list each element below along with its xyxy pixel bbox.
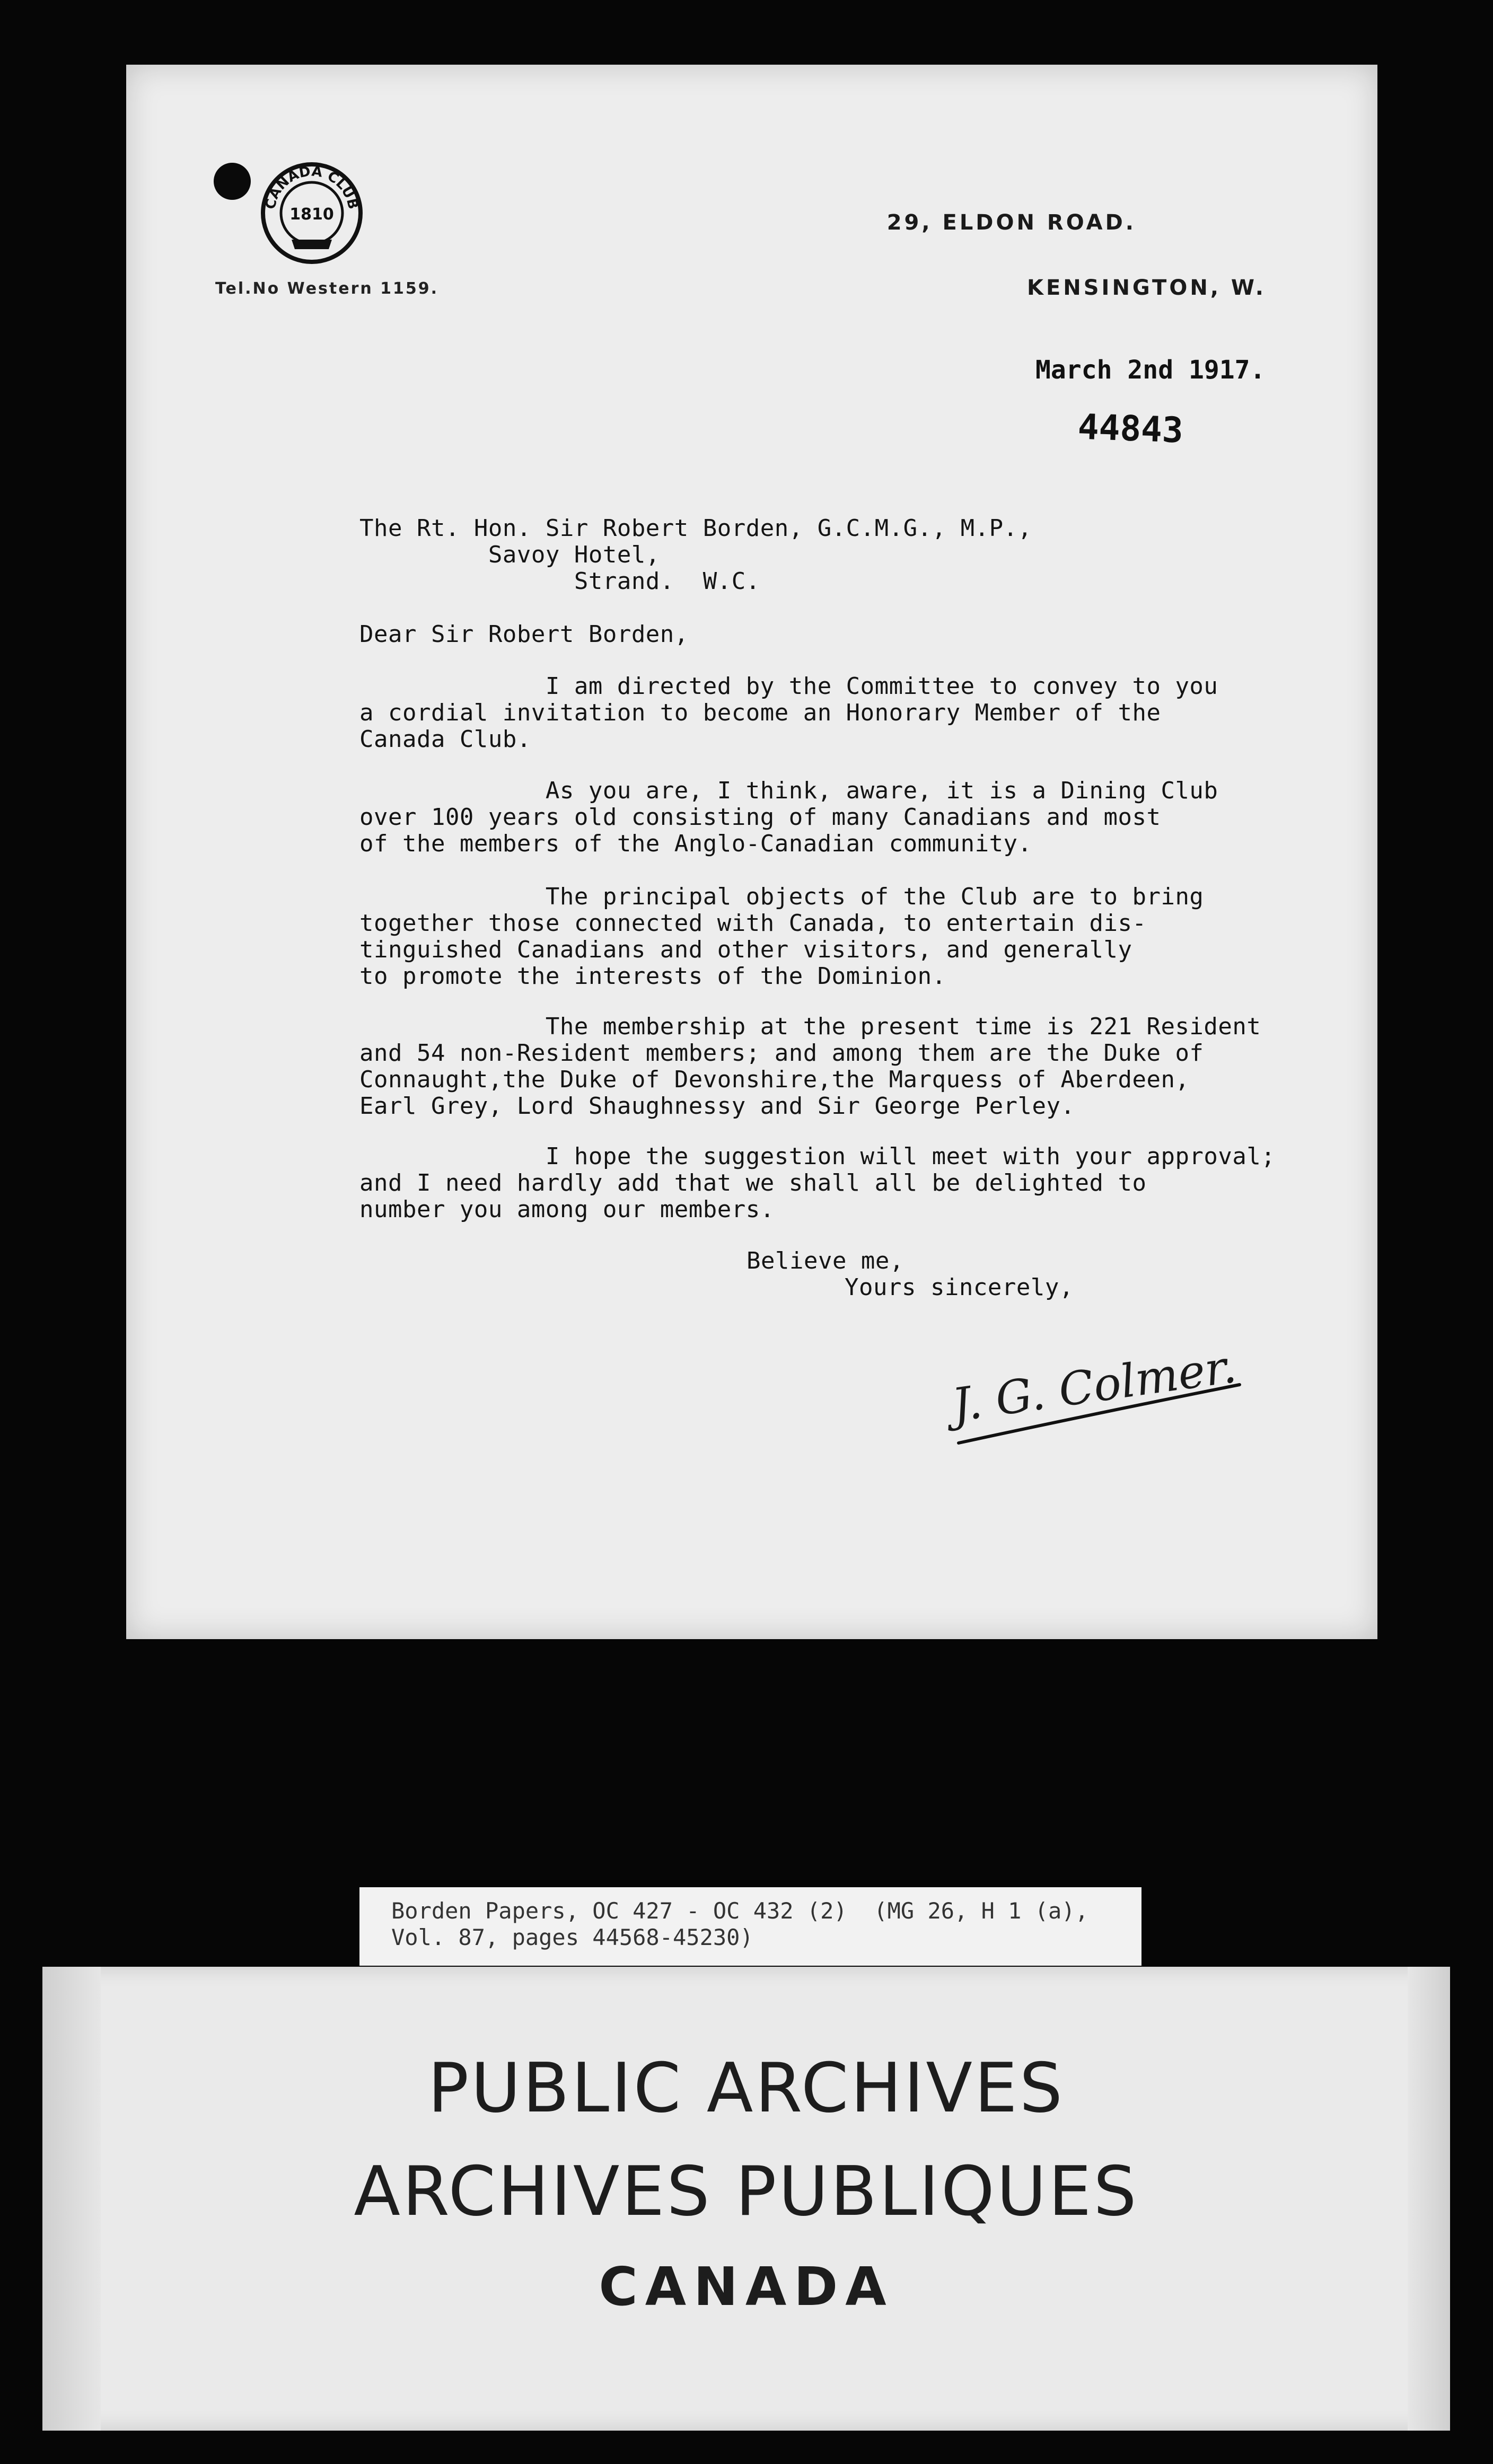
svg-text:CANADA CLUB: CANADA CLUB: [262, 163, 361, 211]
document-number: 44843: [1077, 406, 1184, 451]
body-line: number you among our members.: [359, 1196, 775, 1223]
handwritten-signature: [943, 1337, 1261, 1464]
body-line: tinguished Canadians and other visitors, and generally: [359, 936, 1132, 963]
recipient-line: Savoy Hotel,: [359, 541, 660, 568]
telephone-number: Tel.No Western 1159.: [215, 279, 439, 298]
body-line: of the members of the Anglo-Canadian community.: [359, 830, 1032, 857]
archive-country: CANADA: [599, 2256, 894, 2318]
body-line: to promote the interests of the Dominion.: [359, 963, 946, 990]
body-line: and 54 non-Resident members; and among them are the Duke of: [359, 1040, 1204, 1067]
body-line: together those connected with Canada, to entertain dis-: [359, 910, 1147, 937]
body-line: I hope the suggestion will meet with your approval;: [359, 1143, 1276, 1170]
closing-line: Yours sincerely,: [845, 1274, 1074, 1301]
archive-title-english: PUBLIC ARCHIVES: [428, 2049, 1065, 2128]
address-line-1: 29, ELDON ROAD.: [886, 210, 1136, 235]
provenance-line-1: Borden Papers, OC 427 - OC 432 (2) (MG 26, H 1 (a),: [391, 1898, 1088, 1924]
closing-line: Believe me,: [746, 1247, 904, 1274]
body-line: The principal objects of the Club are to bring: [359, 883, 1204, 910]
body-line: a cordial invitation to become an Honorary Member of the: [359, 699, 1161, 726]
punch-hole: [214, 163, 251, 200]
letter-date: March 2nd 1917.: [1035, 355, 1266, 385]
recipient-line: Strand. W.C.: [359, 568, 760, 595]
address-line-2: KENSINGTON, W.: [1026, 276, 1266, 300]
letter-page: [126, 65, 1377, 1639]
body-line: over 100 years old consisting of many Canadians and most: [359, 804, 1161, 831]
body-line: Earl Grey, Lord Shaughnessy and Sir George Perley.: [359, 1093, 1075, 1120]
body-line: As you are, I think, aware, it is a Dining Club: [359, 777, 1218, 804]
provenance-label: [359, 1887, 1141, 1966]
body-line: and I need hardly add that we shall all be delighted to: [359, 1169, 1147, 1196]
archive-title-french: ARCHIVES PUBLIQUES: [354, 2152, 1139, 2231]
provenance-line-2: Vol. 87, pages 44568-45230): [391, 1924, 753, 1950]
canada-club-seal-icon: [259, 160, 365, 266]
svg-text:J. G. Colmer.: J. G. Colmer.: [949, 1340, 1240, 1432]
recipient-line: The Rt. Hon. Sir Robert Borden, G.C.M.G., M.P.,: [359, 515, 1032, 542]
body-line: The membership at the present time is 221 Resident: [359, 1013, 1261, 1040]
body-line: I am directed by the Committee to convey to you: [359, 673, 1218, 700]
body-line: Connaught,the Duke of Devonshire,the Marquess of Aberdeen,: [359, 1066, 1190, 1093]
salutation: Dear Sir Robert Borden,: [359, 621, 689, 648]
public-archives-card: [42, 1967, 1450, 2431]
body-line: Canada Club.: [359, 726, 531, 753]
svg-text:1810: 1810: [289, 205, 334, 224]
